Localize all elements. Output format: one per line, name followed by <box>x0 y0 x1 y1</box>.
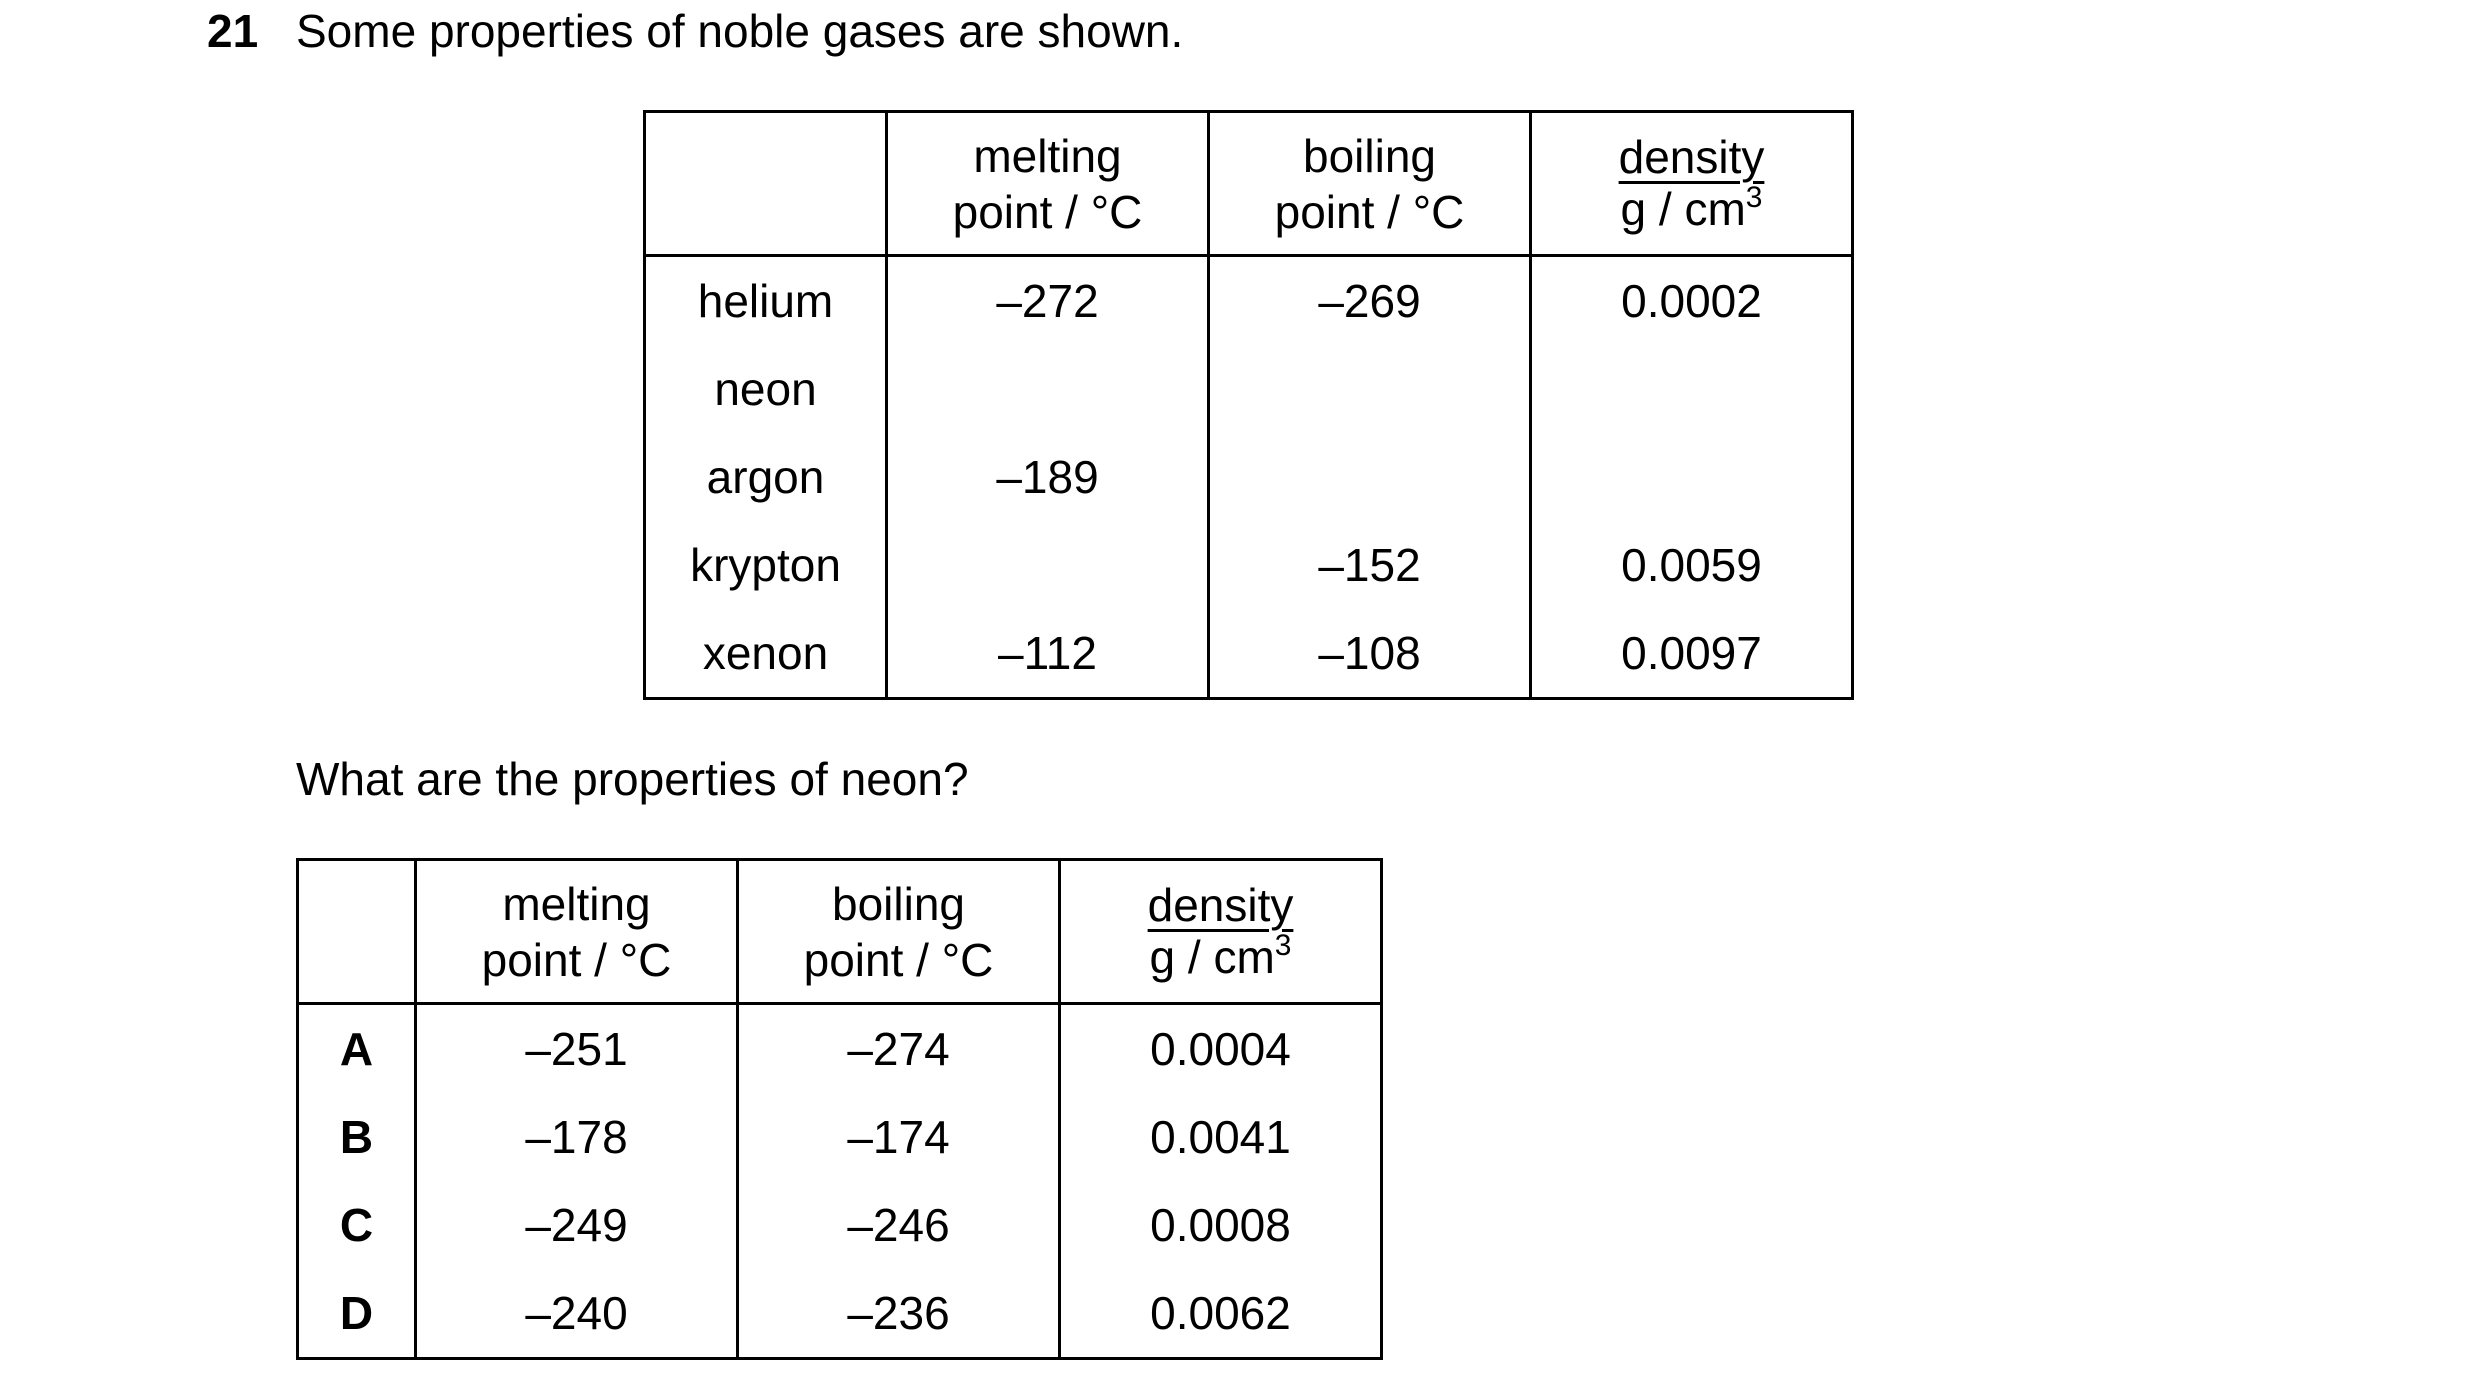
boiling-point-value: –246 <box>738 1181 1060 1269</box>
boiling-point-value: –269 <box>1209 256 1531 346</box>
boiling-point-value: –152 <box>1209 521 1531 609</box>
density-numerator: density <box>1618 130 1765 183</box>
boiling-point-value: –108 <box>1209 609 1531 699</box>
melting-point-header <box>887 112 1209 256</box>
table-header-row <box>298 860 1382 1004</box>
density-header <box>1060 860 1382 1004</box>
header-line: melting <box>502 877 651 930</box>
melting-point-value: –189 <box>887 433 1209 521</box>
melting-point-header <box>416 860 738 1004</box>
option-letter[interactable]: A <box>298 1004 416 1094</box>
header-line: point / °C <box>803 933 994 986</box>
melting-point-value <box>887 521 1209 609</box>
density-fraction <box>1148 879 1294 983</box>
density-denominator: g / $cm^3$ <box>1149 928 1292 983</box>
boiling-point-value <box>1209 345 1531 433</box>
boiling-point-value: –236 <box>738 1269 1060 1359</box>
question-prompt: What are the properties of neon? <box>296 753 969 805</box>
header-empty-cell <box>298 860 416 1004</box>
table-row <box>645 521 1853 609</box>
question-number: 21 <box>207 5 259 57</box>
melting-point-value: –178 <box>416 1093 738 1181</box>
header-line: point / °C <box>481 933 672 986</box>
answer-option-row[interactable] <box>298 1269 1382 1359</box>
density-value: 0.0097 <box>1531 609 1853 699</box>
boiling-point-header <box>1209 112 1531 256</box>
density-fraction <box>1619 131 1765 235</box>
gas-name: helium <box>645 256 887 346</box>
gas-name: krypton <box>645 521 887 609</box>
answer-option-row[interactable] <box>298 1093 1382 1181</box>
answer-option-row[interactable] <box>298 1004 1382 1094</box>
option-letter[interactable]: D <box>298 1269 416 1359</box>
density-value: 0.0002 <box>1531 256 1853 346</box>
melting-point-value: –249 <box>416 1181 738 1269</box>
boiling-point-value: –274 <box>738 1004 1060 1094</box>
melting-point-value: –272 <box>887 256 1209 346</box>
density-denominator: g / $cm^3$ <box>1620 180 1763 235</box>
table-row <box>645 433 1853 521</box>
melting-point-value: –251 <box>416 1004 738 1094</box>
density-value: 0.0008 <box>1060 1181 1382 1269</box>
answer-options-table <box>296 858 1383 1360</box>
melting-point-value: –240 <box>416 1269 738 1359</box>
table-header-row <box>645 112 1853 256</box>
header-line: melting <box>973 129 1122 182</box>
density-value: 0.0062 <box>1060 1269 1382 1359</box>
density-value <box>1531 433 1853 521</box>
boiling-point-value: –174 <box>738 1093 1060 1181</box>
boiling-point-value <box>1209 433 1531 521</box>
table-row <box>645 256 1853 346</box>
density-value <box>1531 345 1853 433</box>
density-value: 0.0041 <box>1060 1093 1382 1181</box>
melting-point-value <box>887 345 1209 433</box>
noble-gas-properties-table <box>643 110 1854 700</box>
boiling-point-header <box>738 860 1060 1004</box>
answer-option-row[interactable] <box>298 1181 1382 1269</box>
header-line: boiling <box>832 877 965 930</box>
density-value: 0.0004 <box>1060 1004 1382 1094</box>
header-empty-cell <box>645 112 887 256</box>
melting-point-value: –112 <box>887 609 1209 699</box>
density-header <box>1531 112 1853 256</box>
table-row <box>645 609 1853 699</box>
header-line: point / °C <box>1274 185 1465 238</box>
density-value: 0.0059 <box>1531 521 1853 609</box>
option-letter[interactable]: C <box>298 1181 416 1269</box>
header-line: boiling <box>1303 129 1436 182</box>
gas-name: xenon <box>645 609 887 699</box>
density-numerator: density <box>1147 878 1294 931</box>
header-line: point / °C <box>952 185 1143 238</box>
gas-name: argon <box>645 433 887 521</box>
table-row <box>645 345 1853 433</box>
question-text: Some properties of noble gases are shown. <box>296 5 1184 57</box>
option-letter[interactable]: B <box>298 1093 416 1181</box>
gas-name: neon <box>645 345 887 433</box>
